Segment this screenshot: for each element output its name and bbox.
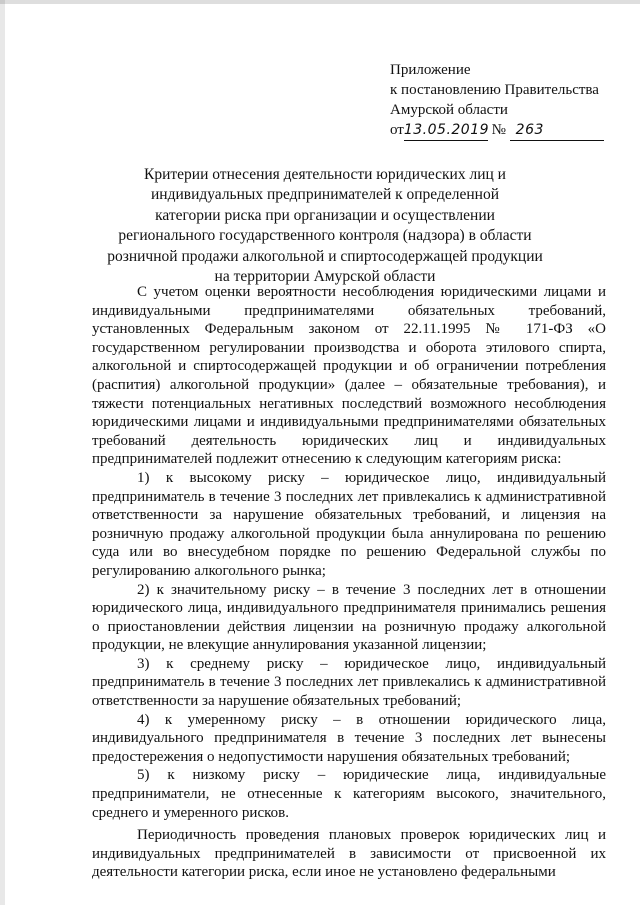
approval-block <box>390 60 630 141</box>
title-line: розничной продажи алкогольной и спиртосодержащей продукции <box>107 247 543 265</box>
title-line: на территории Амурской области <box>214 268 436 286</box>
scan-top-edge <box>0 0 640 4</box>
document-body <box>92 283 606 882</box>
title-line: категории риска при организации и осуществлении <box>155 206 495 224</box>
number-prefix: № <box>491 122 506 138</box>
risk-item-low: 5) к низкому риску – юридические лица, индивидуальные предприниматели, не отнесенные к категориям высокого, значительного, среднего и умеренного рисков. <box>92 767 606 821</box>
title-line: Критерии отнесения деятельности юридических лиц и <box>144 166 506 183</box>
risk-item-significant: 2) к значительному риску – в течение 3 последних лет в отношении юридического лица, индивидуального предпринимателя принимались решения о приостановлении действия лицензии на розничную продажу алкогольной продукции, не влекущие аннулирования указанной лицензии; <box>92 581 606 654</box>
title-line: индивидуальных предпринимателей к определенной <box>150 186 500 204</box>
inspection-frequency-paragraph: Периодичность проведения плановых проверок юридических лиц и индивидуальных предпринимателей в зависимости от присвоенной их деятельности категории риска, если иное не установлено федеральными <box>92 827 606 881</box>
approval-date-line <box>390 120 630 141</box>
approval-line-1: Приложение <box>390 62 471 78</box>
scan-left-edge <box>0 0 5 905</box>
date-prefix: от <box>390 122 404 138</box>
title-line: регионального государственного контроля (надзора) в области <box>118 227 532 245</box>
intro-paragraph: С учетом оценки вероятности несоблюдения юридическими лицами и индивидуальными предпринимателями обязательных требований, установленных Федеральным законом от 22.11.1995 № 171-ФЗ «О государственном регулировании производства и оборота этилового спирта, алкогольной и спиртосодержащей продукции и об ограничении потребления (распития) алкогольной продукции» (далее – обязательные требования), и тяжести потенциальных негативных последствий возможного несоблюдения юридическими лицами и индивидуальными предпринимателями обязательных требований деятельность юридических лиц и индивидуальных предпринимателей подлежит отнесению к следующим категориям риска: <box>92 284 606 468</box>
handwritten-date: 13.05.2019 <box>404 120 488 141</box>
risk-item-moderate: 4) к умеренному риску – в отношении юридического лица, индивидуального предпринимателя в течение 3 последних лет вынесены предостережения о недопустимости нарушения обязательных требований; <box>92 711 606 765</box>
approval-line-2: к постановлению Правительства <box>390 82 599 98</box>
document-title <box>100 165 550 287</box>
risk-item-high: 1) к высокому риску – юридическое лицо, индивидуальный предприниматель в течение 3 последних лет привлекались к административной ответственности за нарушение обязательных требований, и лицензия на розничную продажу алкогольной продукции была аннулирована по решению суда или во внесудебном порядке по решению Федеральной службы по регулированию алкогольного рынка; <box>92 469 606 579</box>
handwritten-number: 263 <box>510 120 604 141</box>
approval-line-3: Амурской области <box>390 102 508 118</box>
risk-item-medium: 3) к среднему риску – юридическое лицо, индивидуальный предприниматель в течение 3 последних лет привлекались к административной ответственности за нарушение обязательных требований; <box>92 655 606 710</box>
